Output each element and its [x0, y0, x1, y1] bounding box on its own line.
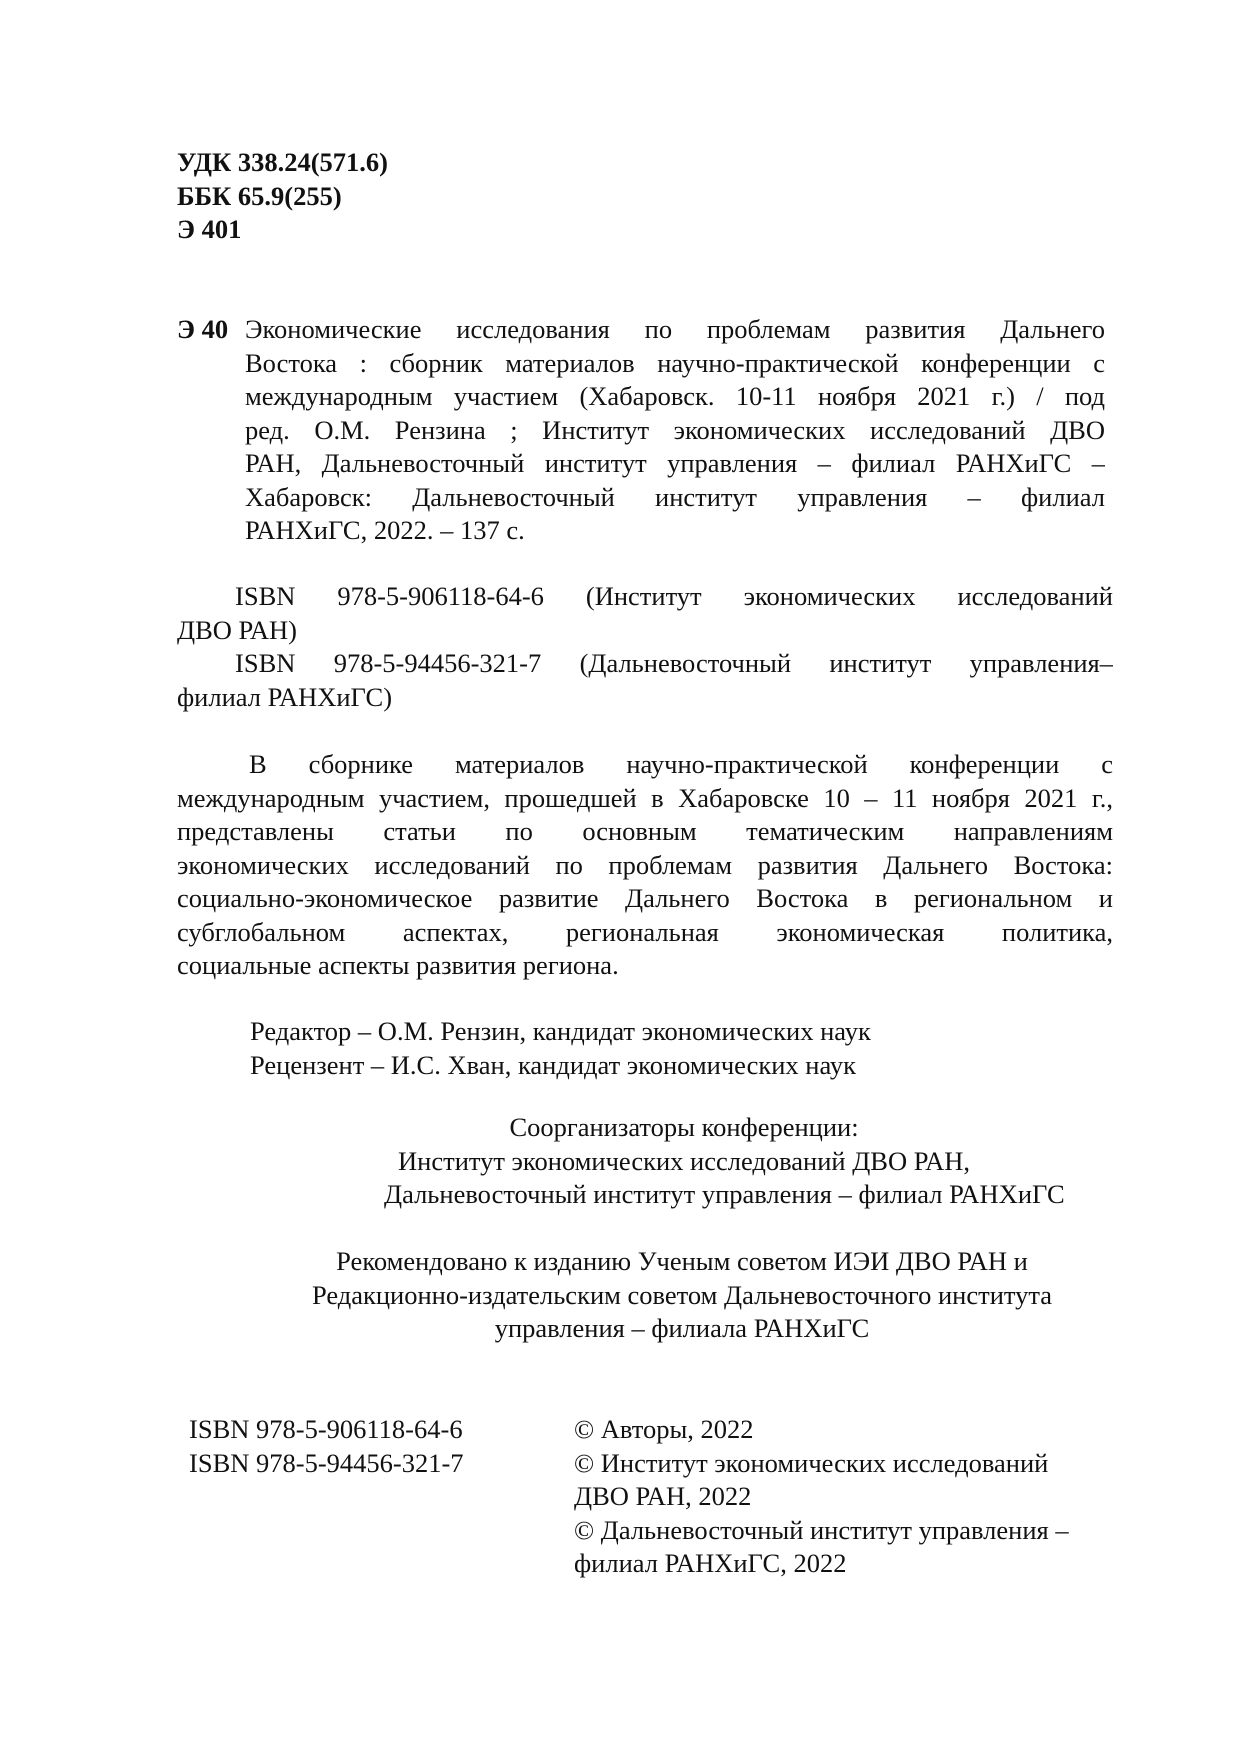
- classification-codes: [177, 146, 388, 247]
- recommendation-line: Рекомендовано к изданию Ученым советом ИЭИ ДВО РАН и: [336, 1246, 1028, 1276]
- abstract-line: субглобальном аспектах, региональная экономическая политика,: [177, 916, 1113, 947]
- isbn-number: ISBN 978-5-94456-321-7: [189, 1447, 464, 1478]
- abstract: [177, 748, 1113, 983]
- entry-line: Хабаровск: Дальневосточный институт управления – филиал: [245, 481, 1105, 512]
- coorganizers-heading: Соорганизаторы конференции:: [509, 1112, 859, 1142]
- entry-line: РАНХиГС, 2022. – 137 с.: [245, 515, 525, 545]
- isbn-line: ДВО РАН): [177, 614, 297, 645]
- abstract-line: социально-экономическое развитие Дальнего Востока в региональном и: [177, 883, 1113, 913]
- recommendation-line: Редакционно-издательским советом Дальневосточного института: [311, 1279, 1053, 1310]
- isbn-number: ISBN 978-5-906118-64-6: [189, 1414, 463, 1444]
- entry-line: Экономические исследования по проблемам развития Дальнего: [245, 314, 1105, 344]
- entry-line: ред. О.М. Рензина ; Институт экономических исследований ДВО: [245, 414, 1105, 445]
- abstract-line: социальные аспекты развития региона.: [177, 950, 619, 980]
- copyright-line: © Дальневосточный институт управления –: [574, 1514, 1069, 1545]
- bottom-isbn: [189, 1413, 464, 1480]
- entry-line: РАН, Дальневосточный институт управления – филиал РАНХиГС –: [245, 448, 1105, 478]
- copyright-line: © Авторы, 2022: [574, 1414, 754, 1444]
- coorganizer: Дальневосточный институт управления – филиал РАНХиГС: [384, 1179, 1065, 1209]
- coorganizer: Институт экономических исследований ДВО РАН,: [398, 1145, 970, 1176]
- isbn-line: ISBN 978-5-94456-321-7 (Дальневосточный институт управления–: [235, 648, 1113, 678]
- editor-line: Редактор – О.М. Рензин, кандидат экономических наук: [250, 1016, 871, 1046]
- bbk-code: ББК 65.9(255): [177, 180, 342, 211]
- abstract-line: представлены статьи по основным тематическим направлениям: [177, 816, 1113, 846]
- abstract-line: международным участием, прошедшей в Хабаровске 10 – 11 ноября 2021 г.,: [177, 782, 1113, 813]
- copyright-line: © Институт экономических исследований: [574, 1447, 1049, 1478]
- coorganizers: [384, 1111, 1065, 1212]
- abstract-line: В сборнике материалов научно-практической конференции с: [249, 749, 1113, 779]
- isbn-line: ISBN 978-5-906118-64-6 (Институт экономических исследований: [235, 581, 1113, 611]
- isbn-line: филиал РАНХиГС): [177, 681, 393, 712]
- author-mark: Э 401: [177, 214, 242, 244]
- recommendation-line: управления – филиала РАНХиГС: [494, 1313, 870, 1343]
- isbn-block: [177, 580, 1113, 714]
- udk-code: УДК 338.24(571.6): [177, 147, 388, 177]
- copyrights: [574, 1413, 1069, 1581]
- copyright-line: ДВО РАН, 2022: [574, 1481, 752, 1511]
- entry-line: международным участием (Хабаровск. 10-11 ноября 2021 г.) / под: [245, 381, 1105, 411]
- bibliographic-entry: [245, 313, 1105, 548]
- abstract-line: экономических исследований по проблемам развития Дальнего Востока:: [177, 849, 1113, 880]
- recommendation: [282, 1245, 1082, 1346]
- editors: [250, 1015, 871, 1082]
- reviewer-line: Рецензент – И.С. Хван, кандидат экономических наук: [250, 1049, 856, 1080]
- entry-code: Э 40: [177, 314, 229, 344]
- copyright-line: филиал РАНХиГС, 2022: [574, 1548, 847, 1578]
- entry-line: Востока : сборник материалов научно-практической конференции с: [245, 347, 1105, 378]
